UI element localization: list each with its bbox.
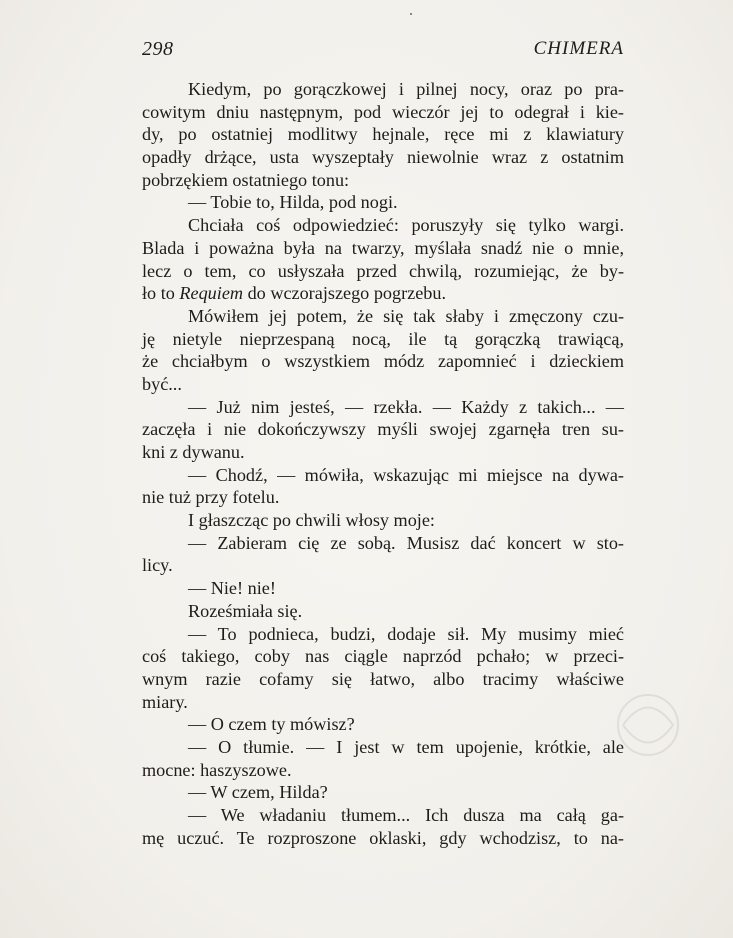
text-line: — Zabieram cię ze sobą. Musisz dać koncert w sto- xyxy=(188,532,624,553)
text-line: dy, po ostatniej modlitwy hejnale, ręce mi z klawiatury xyxy=(142,124,624,145)
text-line: miary. xyxy=(142,691,188,712)
text-line: — O czem ty mówisz? xyxy=(188,714,355,735)
text-line: — Już nim jesteś, — rzekła. — Każdy z takich... — xyxy=(188,396,624,417)
text-line: opadły drżące, usta wyszeptały niewolnie wraz z ostatnim xyxy=(142,147,624,168)
text-line: I głaszcząc po chwili włosy moje: xyxy=(188,510,435,531)
text-fragment: do wczorajszego pogrzebu. xyxy=(247,283,447,304)
text-line: coś takiego, coby nas ciągle naprzód pchało; w przeci- xyxy=(142,646,624,667)
text-line: — We władaniu tłumem... Ich dusza ma całą ga- xyxy=(188,805,624,825)
bleed-through-ornament xyxy=(603,680,693,770)
text-line: kni z dywanu. xyxy=(142,442,245,462)
text-line: Chciała coś odpowiedzieć: poruszyły się tylko wargi. xyxy=(188,215,624,236)
text-line: mę uczuć. Te rozproszone oklaski, gdy wchodzisz, to na- xyxy=(142,827,624,848)
text-line: nie tuż przy fotelu. xyxy=(142,487,280,508)
text-line: Mówiłem jej potem, że się tak słaby i zmęczony czu- xyxy=(188,305,624,326)
text-line: Kiedym, po gorączkowej i pilnej nocy, oraz po pra- xyxy=(188,79,624,99)
text-line: cowitym dniu następnym, pod wieczór jej to odegrał i kie- xyxy=(142,101,624,122)
text-line: ję nietyle nieprzespaną nocą, ile tą gorączką trawiącą, xyxy=(142,328,624,349)
text-line: pobrzękiem ostatniego tonu: xyxy=(142,169,350,190)
text-line xyxy=(142,282,624,305)
text-fragment: ło to xyxy=(142,283,175,304)
text-line: — Chodź, — mówiła, wskazując mi miejsce na dywa- xyxy=(188,464,624,485)
text-line: być... xyxy=(142,373,182,394)
running-title: CHIMERA xyxy=(533,38,624,59)
text-line: licy. xyxy=(142,555,173,576)
text-line: — W czem, Hilda? xyxy=(188,782,328,803)
text-line: że chciałbym o wszystkiem módz zapomnieć i dzieckiem xyxy=(142,351,624,372)
text-line: — Tobie to, Hilda, pod nogi. xyxy=(188,192,398,213)
text-line: — Nie! nie! xyxy=(188,578,276,599)
italic-word: Requiem xyxy=(179,283,244,304)
page-header xyxy=(142,38,624,64)
text-line: Blada i poważna była na twarzy, myślała snadź nie o mnie, xyxy=(142,237,624,258)
text-line: zaczęła i nie dokończywszy myśli swojej zgarnęła tren su- xyxy=(142,419,624,440)
page-number: 298 xyxy=(142,38,174,60)
text-line: lecz o tem, co usłyszała przed chwilą, rozumiejąc, że by- xyxy=(142,260,624,281)
text-line: — O tłumie. — I jest w tem upojenie, krótkie, ale xyxy=(188,736,624,757)
text-line: wnym razie cofamy się łatwo, albo tracimy właściwe xyxy=(142,668,624,689)
text-line: — To podnieca, budzi, dodaje sił. My musimy mieć xyxy=(188,623,624,644)
print-speck xyxy=(410,13,412,15)
body-text xyxy=(142,78,624,849)
text-line: mocne: haszyszowe. xyxy=(142,759,292,780)
text-line: Roześmiała się. xyxy=(188,600,303,621)
